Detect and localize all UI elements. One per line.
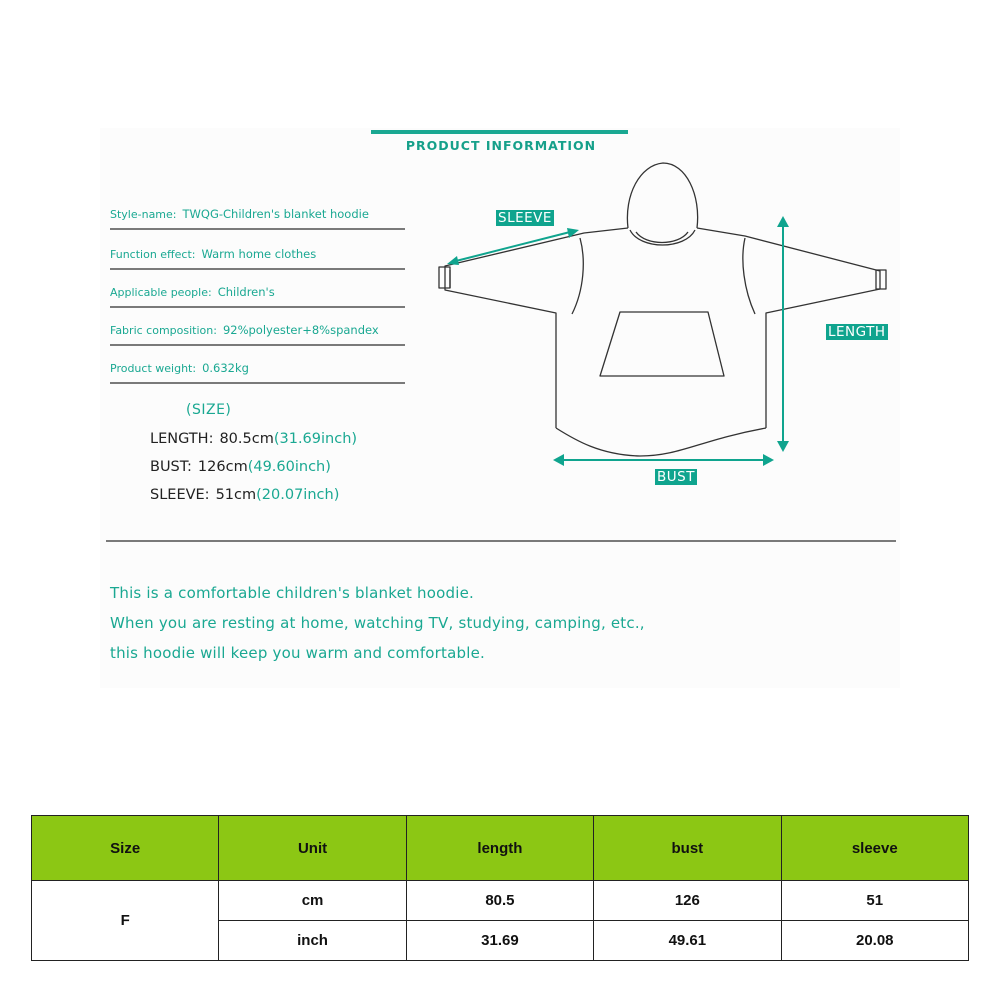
spec-label: Product weight: [110, 362, 197, 375]
size-alt-value: (49.60inch) [247, 459, 331, 475]
description-line: This is a comfortable children's blanket hoodie. [110, 584, 475, 602]
column-header-length: length [406, 816, 593, 881]
sleeve-cell: 51 [781, 881, 968, 921]
size-cell: F [32, 881, 219, 961]
size-value: 126cm [197, 459, 248, 475]
column-header-unit: Unit [219, 816, 406, 881]
column-header-sleeve: sleeve [781, 816, 968, 881]
unit-cell: cm [219, 881, 406, 921]
spec-label: Style-name: [110, 208, 177, 221]
bust-label: BUST [657, 469, 695, 485]
spec-value: 0.632kg [202, 361, 249, 375]
size-label: SLEEVE: [150, 487, 210, 503]
spec-label: Applicable people: [110, 286, 212, 299]
size-table [31, 815, 969, 961]
bust-cell: 126 [594, 881, 781, 921]
bust-cell: 49.61 [594, 921, 781, 961]
spec-label: Function effect: [110, 248, 196, 261]
table-row [32, 881, 969, 921]
spec-value: 92%polyester+8%spandex [222, 323, 379, 337]
size-alt-value: (31.69inch) [273, 431, 358, 447]
size-label: BUST: [150, 459, 192, 475]
size-value: 80.5cm [219, 431, 274, 447]
length-cell: 80.5 [406, 881, 593, 921]
size-label: LENGTH: [150, 431, 214, 447]
description-line: this hoodie will keep you warm and comfortable. [110, 644, 486, 662]
spec-value: Warm home clothes [201, 247, 317, 261]
size-value: 51cm [215, 487, 257, 503]
section-title: PRODUCT INFORMATION [405, 138, 597, 153]
spec-value: TWQG-Children's blanket hoodie [182, 207, 369, 221]
length-label: LENGTH [828, 324, 886, 340]
column-header-bust: bust [594, 816, 781, 881]
size-alt-value: (20.07inch) [256, 487, 340, 503]
size-heading: (SIZE) [186, 402, 232, 418]
unit-cell: inch [219, 921, 406, 961]
sleeve-cell: 20.08 [781, 921, 968, 961]
sleeve-label: SLEEVE [498, 210, 552, 226]
length-cell: 31.69 [406, 921, 593, 961]
description-line: When you are resting at home, watching TV, studying, camping, etc., [110, 614, 645, 632]
spec-label: Fabric composition: [110, 324, 217, 337]
spec-value: Children's [217, 285, 275, 299]
column-header-size: Size [32, 816, 219, 881]
section-divider [106, 540, 896, 542]
table-header-row [32, 816, 969, 881]
